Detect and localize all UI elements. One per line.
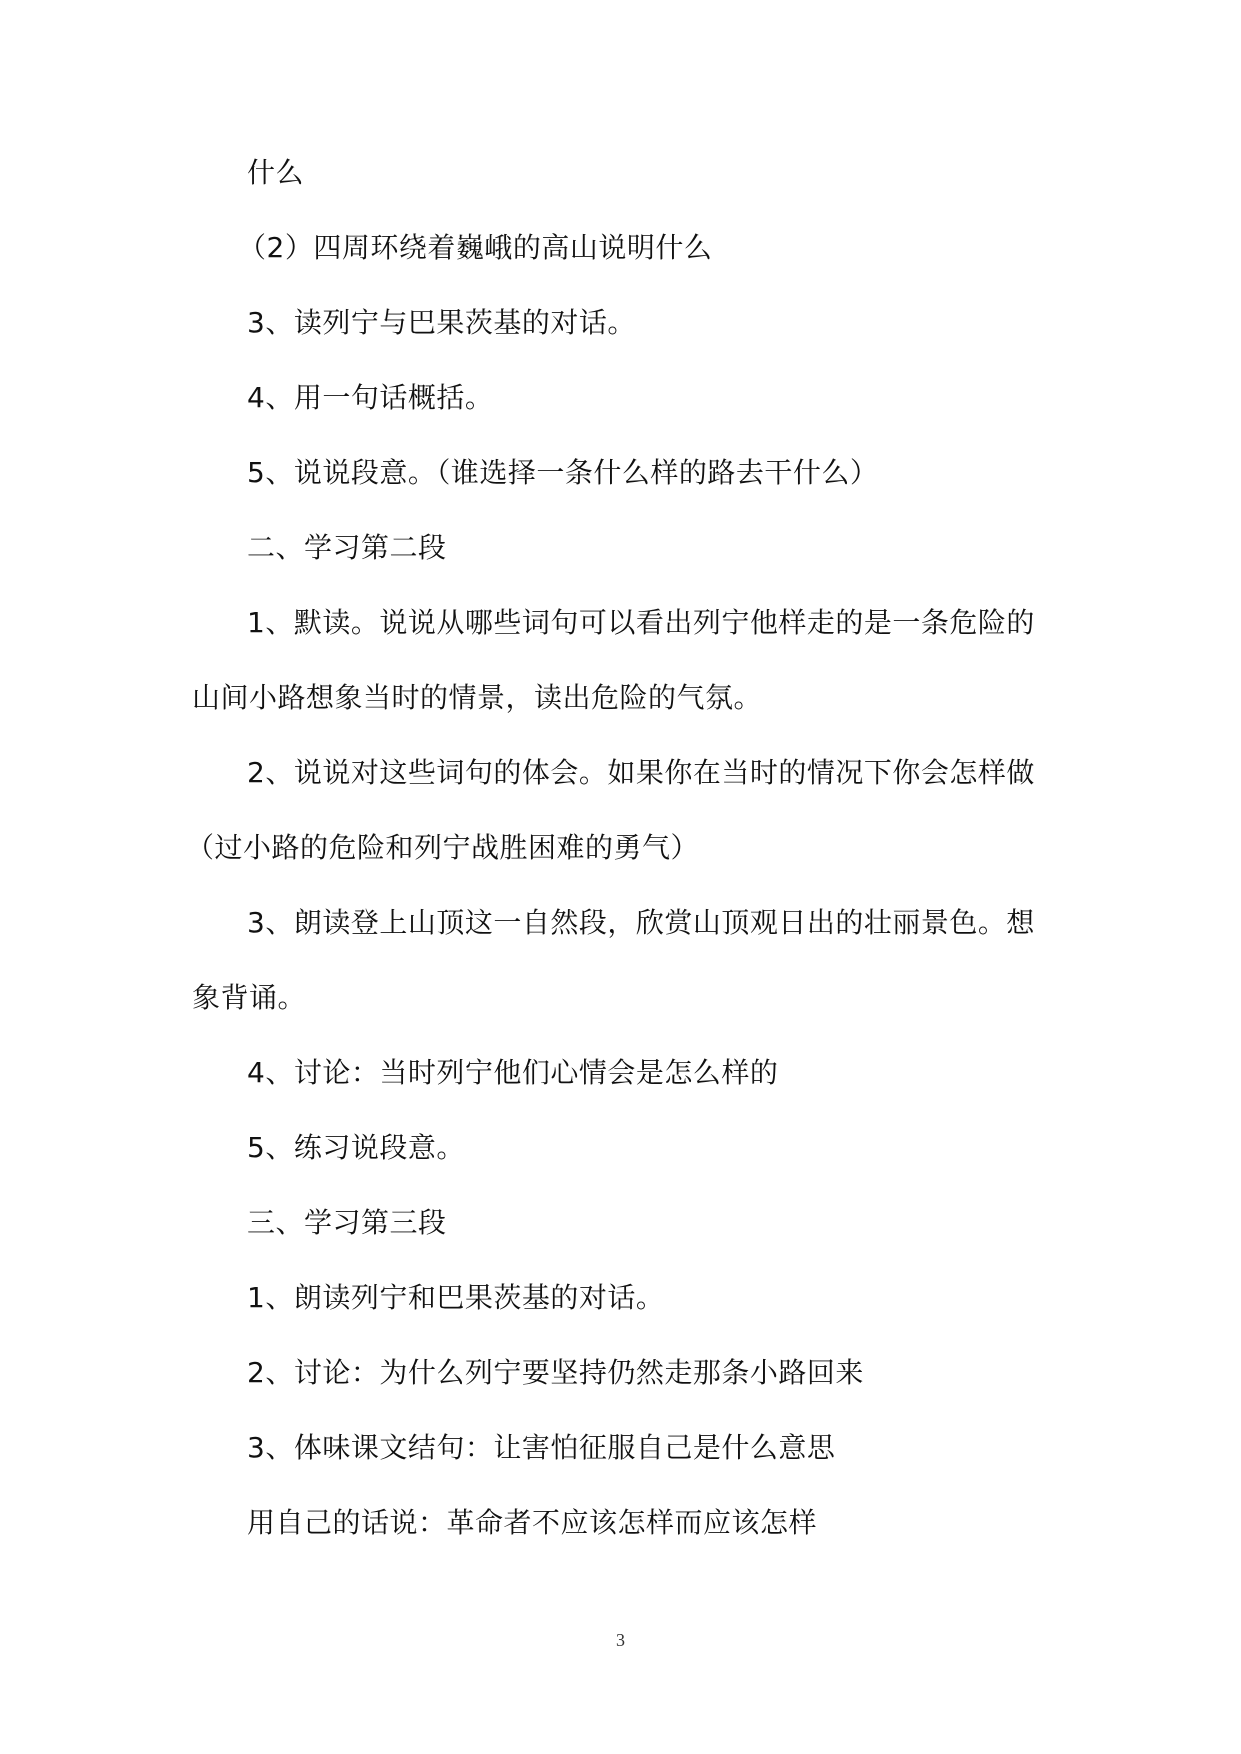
text-line: 5、练习说段意。 xyxy=(247,1131,465,1164)
text-line: 2、说说对这些词句的体会。如果你在当时的情况下你会怎样做 xyxy=(247,756,1035,789)
text-line: 4、用一句话概括。 xyxy=(247,381,494,414)
text-line: 1、默读。说说从哪些词句可以看出列宁他样走的是一条危险的 xyxy=(247,606,1035,639)
text-line: 2、讨论：为什么列宁要坚持仍然走那条小路回来 xyxy=(247,1356,864,1389)
text-line: 1、朗读列宁和巴果茨基的对话。 xyxy=(247,1281,665,1314)
text-line: 5、说说段意。（谁选择一条什么样的路去干什么） xyxy=(247,456,879,489)
text-line: 象背诵。 xyxy=(192,981,307,1014)
text-line: 3、读列宁与巴果茨基的对话。 xyxy=(247,306,636,339)
text-line: 3、体味课文结句：让害怕征服自己是什么意思 xyxy=(247,1431,836,1464)
text-line: 4、讨论：当时列宁他们心情会是怎么样的 xyxy=(247,1056,779,1089)
text-line: 用自己的话说：革命者不应该怎样而应该怎样 xyxy=(247,1506,818,1539)
section-heading: 三、学习第三段 xyxy=(247,1206,447,1239)
section-heading: 二、学习第二段 xyxy=(247,531,447,564)
page-number: 3 xyxy=(616,1630,625,1650)
text-line: 3、朗读登上山顶这一自然段，欣赏山顶观日出的壮丽景色。想 xyxy=(247,906,1035,939)
text-line: （2）四周环绕着巍峨的高山说明什么 xyxy=(238,231,713,264)
text-line: 什么 xyxy=(247,156,305,189)
text-line: （过小路的危险和列宁战胜困难的勇气） xyxy=(186,831,700,864)
text-line: 山间小路想象当时的情景，读出危险的气氛。 xyxy=(192,681,763,714)
